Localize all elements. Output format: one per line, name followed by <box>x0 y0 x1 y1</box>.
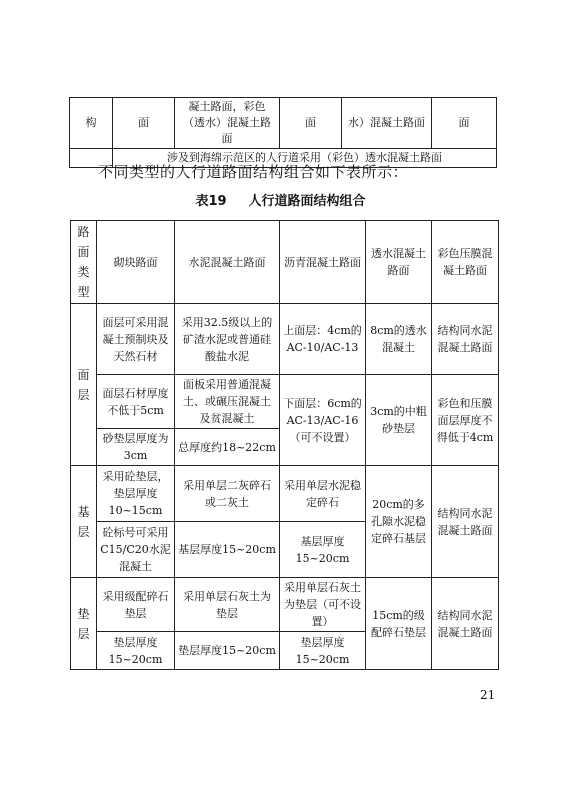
cushion-asphalt-2: 垫层厚度15~20cm <box>280 632 366 670</box>
base-block-1: 采用砼垫层，垫层厚度10~15cm <box>97 466 175 522</box>
surface-pervious-1: 8cm的透水混凝土 <box>366 304 432 375</box>
pavement-structure-table <box>70 220 499 670</box>
surface-block-3: 砂垫层厚度为3cm <box>97 429 175 466</box>
top-cell: 面 <box>432 98 497 149</box>
surface-block-1: 面层可采用混凝土预制块及天然石材 <box>97 304 175 375</box>
header-cement: 水泥混凝土路面 <box>175 221 280 304</box>
cushion-block-1: 采用级配碎石垫层 <box>97 578 175 632</box>
top-cell: 构 <box>70 98 113 149</box>
row-label-surface: 面层 <box>71 304 97 466</box>
header-block: 砌块路面 <box>97 221 175 304</box>
cushion-cement-2: 垫层厚度15~20cm <box>175 632 280 670</box>
base-cement-2: 基层厚度15~20cm <box>175 522 280 578</box>
base-pervious: 20cm的多孔隙水泥稳定碎石基层 <box>366 466 432 578</box>
caption-title: 人行道路面结构组合 <box>248 194 366 209</box>
header-type: 路面类型 <box>71 221 97 304</box>
top-cell: 水）混凝土路面 <box>342 98 432 149</box>
cushion-cement-1: 采用单层石灰土为垫层 <box>175 578 280 632</box>
intro-text: 不同类型的人行道路面结构组合如下表所示： <box>98 163 409 181</box>
row-label-base: 基层 <box>71 466 97 578</box>
surface-colored-1: 结构同水泥混凝土路面 <box>432 304 499 375</box>
base-asphalt-1: 采用单层水泥稳定碎石 <box>280 466 366 522</box>
top-cell: 面 <box>113 98 175 149</box>
header-pervious: 透水混凝土路面 <box>366 221 432 304</box>
surface-colored-2: 彩色和压膜面层厚度不得低于4cm <box>432 375 499 466</box>
table-caption <box>0 190 561 209</box>
base-block-2: 砼标号可采用C15/C20水泥混凝土 <box>97 522 175 578</box>
surface-cement-1: 采用32.5级以上的矿渣水泥或普通硅酸盐水泥 <box>175 304 280 375</box>
top-cell: 面 <box>280 98 342 149</box>
top-cell: 凝土路面，彩色（透水）混凝土路面 <box>175 98 280 149</box>
continued-table <box>69 97 497 168</box>
surface-cement-2: 面板采用普通混凝土、或碾压混凝土及贫混凝土 <box>175 375 280 429</box>
base-cement-1: 采用单层二灰碎石或二灰土 <box>175 466 280 522</box>
surface-block-2: 面层石材厚度不低于5cm <box>97 375 175 429</box>
header-asphalt: 沥青混凝土路面 <box>280 221 366 304</box>
caption-number: 表19 <box>195 194 227 209</box>
header-colored: 彩色压膜混凝土路面 <box>432 221 499 304</box>
surface-pervious-2: 3cm的中粗砂垫层 <box>366 375 432 466</box>
base-asphalt-2: 基层厚度15~20cm <box>280 522 366 578</box>
surface-cement-3: 总厚度约18~22cm <box>175 429 280 466</box>
base-colored: 结构同水泥混凝土路面 <box>432 466 499 578</box>
page-number: 21 <box>480 688 496 702</box>
cushion-colored: 结构同水泥混凝土路面 <box>432 578 499 670</box>
top-note: 涉及到海绵示范区的人行道采用（彩色）透水混凝土路面 <box>113 149 497 168</box>
surface-asphalt-1: 上面层：4cm的AC-10/AC-13 <box>280 304 366 375</box>
row-label-cushion: 垫层 <box>71 578 97 670</box>
cushion-block-2: 垫层厚度15~20cm <box>97 632 175 670</box>
cushion-pervious: 15cm的级配碎石垫层 <box>366 578 432 670</box>
cushion-asphalt-1: 采用单层石灰土为垫层（可不设置） <box>280 578 366 632</box>
surface-asphalt-2: 下面层：6cm的AC-13/AC-16（可不设置） <box>280 375 366 466</box>
